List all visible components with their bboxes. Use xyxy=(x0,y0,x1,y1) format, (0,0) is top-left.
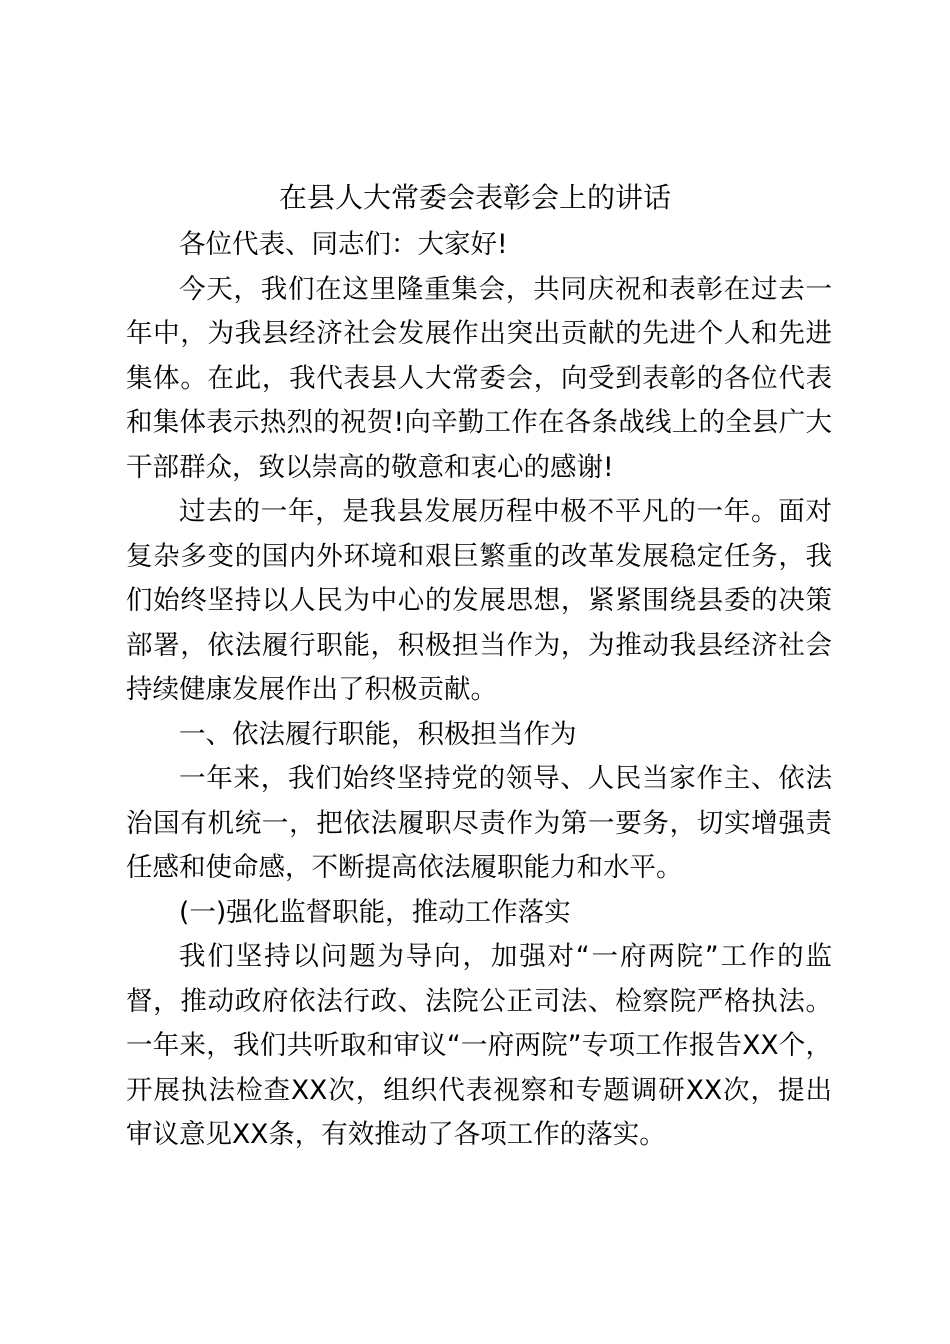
paragraph-review: 过去的一年，是我县发展历程中极不平凡的一年。面对复杂多变的国内外环境和艰巨繁重的改革发展稳定任务，我们始终坚持以人民为中心的发展思想，紧紧围绕县委的决策部署，依法履行职能，积极担当作为，为推动我县经济社会持续健康发展作出了积极贡献。 xyxy=(126,496,832,705)
subsection-heading-1: (一)强化监督职能，推动工作落实 xyxy=(179,896,571,928)
document-body xyxy=(126,223,832,1158)
paragraph-greeting: 各位代表、同志们：大家好! xyxy=(179,229,508,260)
section-heading-1: 一、依法履行职能，积极担当作为 xyxy=(179,718,577,750)
paragraph-subsection-1: 我们坚持以问题为导向，加强对“一府两院”工作的监督，推动政府依法行政、法院公正司法、检察院严格执法。一年来，我们共听取和审议“一府两院”专项工作报告XX个，开展执法检查XX次，组织代表视察和专题调研XX次，提出审议意见XX条，有效推动了各项工作的落实。 xyxy=(126,941,832,1150)
paragraph-opening: 今天，我们在这里隆重集会，共同庆祝和表彰在过去一年中，为我县经济社会发展作出突出贡献的先进个人和先进集体。在此，我代表县人大常委会，向受到表彰的各位代表和集体表示热烈的祝贺!向辛勤工作在各条战线上的全县广大干部群众，致以崇高的敬意和衷心的感谢! xyxy=(126,273,832,483)
document-title: 在县人大常委会表彰会上的讲话 xyxy=(278,181,671,214)
paragraph-section-1: 一年来，我们始终坚持党的领导、人民当家作主、依法治国有机统一，把依法履职尽责作为第一要务，切实增强责任感和使命感，不断提高依法履职能力和水平。 xyxy=(126,763,832,883)
